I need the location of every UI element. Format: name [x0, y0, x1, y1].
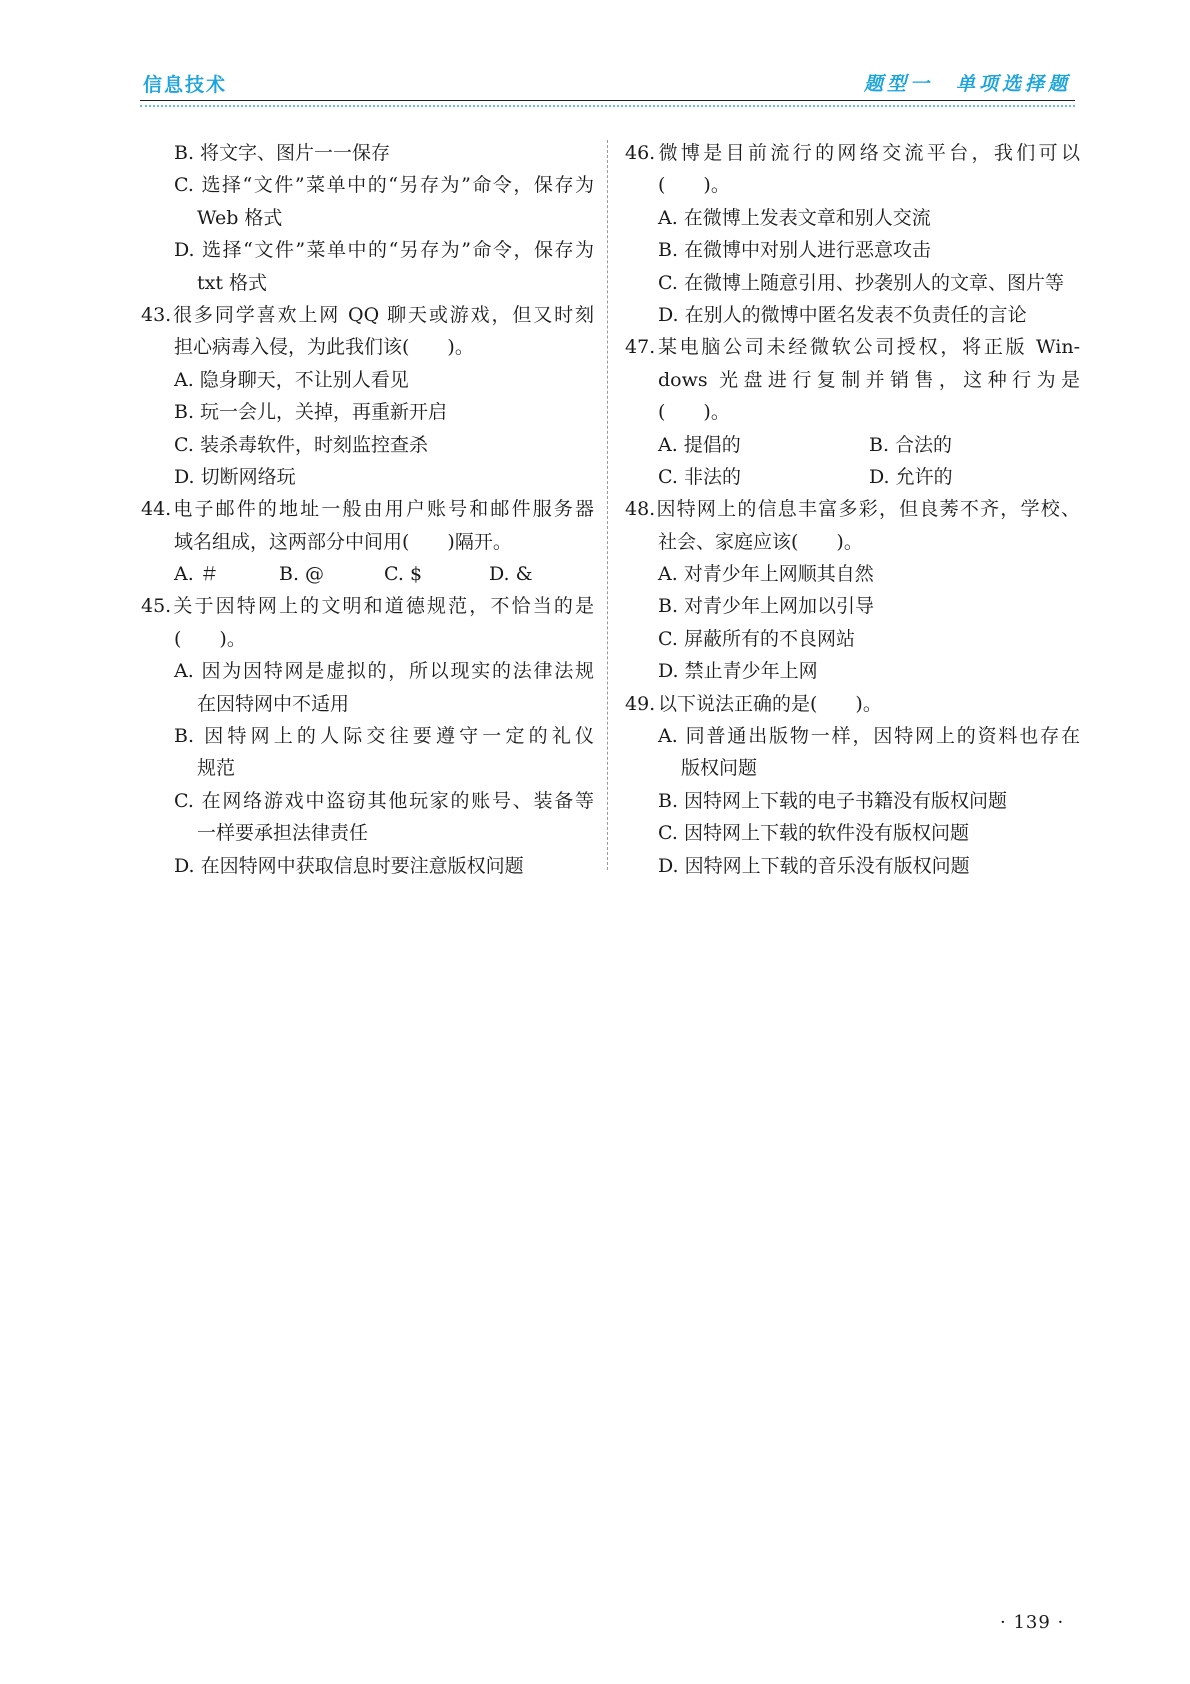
- q46-option-c: C. 在微博上随意引用、抄袭别人的文章、图片等: [658, 271, 1064, 294]
- q44-options: [141, 558, 594, 590]
- q44-option-c: C. $: [384, 563, 423, 586]
- section-title: 题型一 单项选择题: [863, 73, 1071, 95]
- q44-stem: [141, 493, 594, 525]
- q48-stem-line1: 因特网上的信息丰富多彩，但良莠不齐，学校、: [655, 498, 1080, 521]
- q45-option-b-cont: 规范: [197, 757, 236, 780]
- q45-option-d: D. 在因特网中获取信息时要注意版权问题: [174, 854, 524, 877]
- q44-option-a: A. ＃: [174, 563, 219, 586]
- q47-option-c: C. 非法的: [658, 465, 741, 488]
- q48-stem-line2: 社会、家庭应该( )。: [658, 530, 863, 553]
- q42-option-d: D. 选择“文件”菜单中的“另存为”命令，保存为: [174, 239, 594, 262]
- q45-option-c: C. 在网络游戏中盗窃其他玩家的账号、装备等: [174, 789, 594, 812]
- q49-option-b: B. 因特网上下载的电子书籍没有版权问题: [658, 789, 1008, 812]
- q44-stem-line1: 电子邮件的地址一般由用户账号和邮件服务器: [171, 498, 594, 521]
- q43-option-d: D. 切断网络玩: [174, 465, 296, 488]
- q47-options-cd: [625, 461, 1080, 493]
- q45-option-b: B. 因特网上的人际交往要遵守一定的礼仪: [174, 725, 594, 748]
- q43-option-b: B. 玩一会儿，关掉，再重新开启: [174, 401, 448, 424]
- q49-option-a: A. 同普通出版物一样，因特网上的资料也存在: [658, 725, 1080, 748]
- q47-option-d: D. 允许的: [869, 465, 953, 488]
- q43-number: 43.: [141, 303, 172, 326]
- q49-stem-line1: 以下说法正确的是( )。: [658, 692, 882, 715]
- q45-option-a: A. 因为因特网是虚拟的，所以现实的法律法规: [174, 660, 594, 683]
- q45-option-c-cont: 一样要承担法律责任: [197, 822, 369, 845]
- q48-number: 48.: [625, 498, 656, 521]
- q46-option-a: A. 在微博上发表文章和别人交流: [658, 206, 931, 229]
- q43-stem-line1: 很多同学喜欢上网 QQ 聊天或游戏，但又时刻: [171, 303, 594, 326]
- q46-option-b: B. 在微博中对别人进行恶意攻击: [658, 239, 932, 262]
- q47-stem-line2: dows 光盘进行复制并销售，这种行为是: [658, 368, 1080, 391]
- q44-option-b: B. @: [279, 563, 325, 586]
- q49-option-a-cont: 版权问题: [681, 757, 758, 780]
- subject-title: 信息技术: [143, 74, 228, 96]
- q44-number: 44.: [141, 498, 172, 521]
- q47-option-a: A. 提倡的: [658, 433, 741, 456]
- q42-option-c: C. 选择“文件”菜单中的“另存为”命令，保存为: [174, 174, 594, 197]
- q47-options-ab: [625, 429, 1080, 461]
- q46-option-d: D. 在别人的微博中匿名发表不负责任的言论: [658, 303, 1027, 326]
- right-column: [625, 137, 1080, 882]
- q49-stem: [625, 688, 1080, 720]
- q44-stem-line2: 域名组成，这两部分中间用( )隔开。: [174, 530, 512, 553]
- header-dotted-rule: [140, 105, 1075, 107]
- q47-number: 47.: [625, 336, 656, 359]
- column-divider: [607, 140, 608, 870]
- q45-stem-line1: 关于因特网上的文明和道德规范，不恰当的是: [171, 595, 594, 618]
- q43-stem-line2: 担心病毒入侵，为此我们该( )。: [174, 336, 474, 359]
- q45-stem-line2: ( )。: [174, 627, 246, 650]
- q49-option-c: C. 因特网上下载的软件没有版权问题: [658, 822, 969, 845]
- q45-number: 45.: [141, 595, 172, 618]
- left-column: [141, 137, 594, 882]
- q46-stem-line1: 微博是目前流行的网络交流平台，我们可以: [655, 142, 1080, 164]
- q45-option-a-cont: 在因特网中不适用: [197, 692, 350, 715]
- q43-stem: [141, 299, 594, 331]
- q42-option-c-cont: Web 格式: [197, 206, 283, 229]
- q49-option-d: D. 因特网上下载的音乐没有版权问题: [658, 854, 970, 877]
- q47-stem-line3: ( )。: [658, 401, 730, 424]
- header-rule: [140, 100, 1075, 101]
- q45-stem: [141, 590, 594, 622]
- q48-stem: [625, 493, 1080, 525]
- page-header: [140, 62, 1075, 102]
- q49-number: 49.: [625, 692, 656, 715]
- q48-option-b: B. 对青少年上网加以引导: [658, 595, 875, 618]
- q42-option-d-cont: txt 格式: [197, 271, 268, 294]
- q48-option-a: A. 对青少年上网顺其自然: [658, 563, 874, 586]
- q47-option-b: B. 合法的: [869, 433, 953, 456]
- q42-option-b: B. 将文字、图片一一保存: [174, 142, 391, 164]
- q47-stem-line1: 某电脑公司未经微软公司授权，将正版 Win-: [655, 336, 1080, 359]
- q46-stem: [625, 137, 1080, 169]
- q43-option-a: A. 隐身聊天，不让别人看见: [174, 368, 409, 391]
- q43-option-c: C. 装杀毒软件，时刻监控查杀: [174, 433, 428, 456]
- q48-option-c: C. 屏蔽所有的不良网站: [658, 627, 855, 650]
- q47-stem: [625, 331, 1080, 363]
- page-number: · 139 ·: [1000, 1612, 1065, 1633]
- q44-option-d: D. &: [489, 563, 533, 586]
- q48-option-d: D. 禁止青少年上网: [658, 660, 818, 683]
- q46-stem-line2: ( )。: [658, 174, 730, 197]
- q46-number: 46.: [625, 142, 656, 164]
